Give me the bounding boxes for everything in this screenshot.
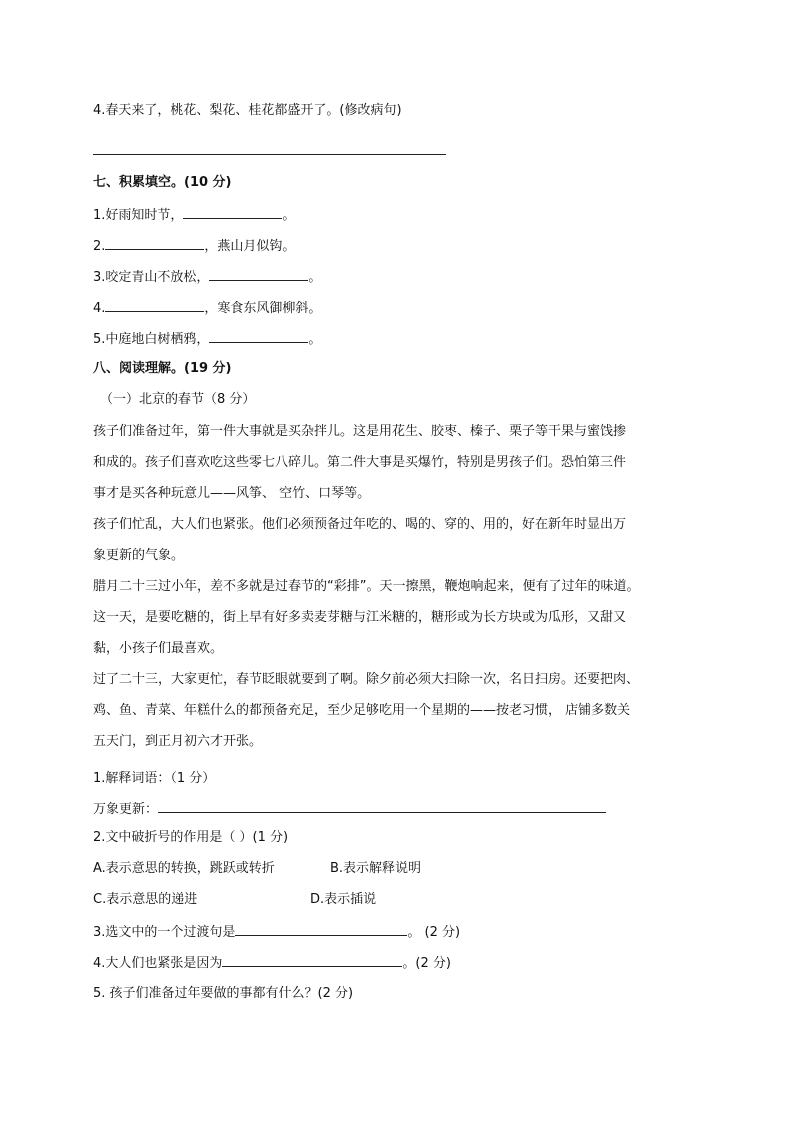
passage-line: 这一天，是要吃糖的，街上早有好多卖麦芽糖与江米糖的，糖形或为长方块或为瓜形，又甜又 (93, 610, 627, 625)
question-1-term (93, 800, 606, 818)
fill-item-3-blank[interactable] (209, 268, 308, 281)
question-revise-sentence: 4.春天来了，桃花、梨花、桂花都盛开了。(修改病句) (93, 103, 402, 118)
passage-line: 和成的。孩子们喜欢吃这些零七八碎儿。第二件大事是买爆竹，特别是男孩子们。恐怕第三件 (93, 455, 627, 470)
fill-item-5-blank[interactable] (209, 330, 308, 343)
fill-item-5 (93, 330, 321, 348)
fill-item-5-end: 。 (308, 332, 322, 347)
passage-line: 孩子们准备过年，第一件大事就是买杂拌儿。这是用花生、胶枣、榛子、栗子等干果与蜜饯掺 (93, 424, 627, 439)
fill-item-2 (93, 237, 295, 255)
question-2-option-b[interactable]: B.表示解释说明 (330, 861, 422, 876)
question-3-end: 。 (2 分) (407, 925, 461, 940)
passage-line: 象更新的气象。 (93, 548, 185, 563)
fill-item-5-text: 5.中庭地白树栖鸦， (93, 332, 210, 347)
question-2-option-a[interactable]: A.表示意思的转换，跳跃或转折 (93, 861, 275, 876)
fill-item-1-end: 。 (282, 208, 296, 223)
fill-item-2-text: ，燕山月似钩。 (204, 239, 296, 254)
fill-item-4 (93, 299, 321, 317)
passage-line: 鸡、鱼、青菜、年糕什么的都预备充足，至少足够吃用一个星期的——按老习惯， 店铺多数关 (93, 703, 631, 718)
fill-item-4-num: 4. (93, 301, 106, 316)
question-1-answer-blank[interactable] (158, 800, 606, 813)
answer-line-revise[interactable] (93, 154, 446, 155)
question-4-text: 4.大人们也紧张是因为 (93, 956, 223, 971)
passage-line: 过了二十三，大家更忙，春节眨眼就要到了啊。除夕前必须大扫除一次，名日扫房。还要把肉、 (93, 672, 640, 687)
question-4 (93, 954, 451, 972)
passage-line: 黏，小孩子们最喜欢。 (93, 641, 224, 656)
question-5: 5. 孩子们准备过年要做的事都有什么？(2 分) (93, 986, 354, 1001)
question-3-answer-blank[interactable] (235, 923, 407, 936)
fill-item-2-num: 2. (93, 239, 106, 254)
fill-item-4-text: ，寒食东风御柳斜。 (204, 301, 322, 316)
question-4-answer-blank[interactable] (222, 954, 402, 967)
fill-item-1-text: 1.好雨知时节， (93, 208, 184, 223)
question-2-option-c[interactable]: C.表示意思的递进 (93, 892, 198, 907)
reading-passage (93, 416, 711, 757)
fill-item-4-blank[interactable] (105, 299, 204, 312)
question-1: 1.解释词语：（1 分） (93, 771, 216, 786)
fill-item-3 (93, 268, 321, 286)
question-1-term-label: 万象更新： (93, 802, 159, 817)
passage-line: 事才是买各种玩意儿——风筝、 空竹、口琴等。 (93, 486, 371, 501)
passage-line: 孩子们忙乱，大人们也紧张。他们必须预备过年吃的、喝的、穿的、用的，好在新年时显出万 (93, 517, 627, 532)
question-2-option-d[interactable]: D.表示插说 (310, 892, 377, 907)
question-4-end: 。(2 分) (402, 956, 451, 971)
fill-item-1-blank[interactable] (183, 206, 282, 219)
section-8-title: 八、阅读理解。(19 分) (93, 361, 232, 376)
fill-item-3-text: 3.咬定青山不放松， (93, 270, 210, 285)
passage-line: 腊月二十三过小年，差不多就是过春节的“彩排”。天一擦黑，鞭炮响起来，便有了过年的味道。 (93, 579, 640, 594)
fill-item-2-blank[interactable] (105, 237, 204, 250)
passage-title: （一）北京的春节（8 分） (100, 392, 256, 407)
question-3-text: 3.选文中的一个过渡句是 (93, 925, 236, 940)
fill-item-1 (93, 206, 295, 224)
section-7-title: 七、积累填空。(10 分) (93, 175, 232, 190)
question-3 (93, 923, 460, 941)
fill-item-3-end: 。 (308, 270, 322, 285)
question-2: 2.文中破折号的作用是（ ）(1 分) (93, 830, 289, 845)
passage-line: 五天门，到正月初六才开张。 (93, 734, 263, 749)
